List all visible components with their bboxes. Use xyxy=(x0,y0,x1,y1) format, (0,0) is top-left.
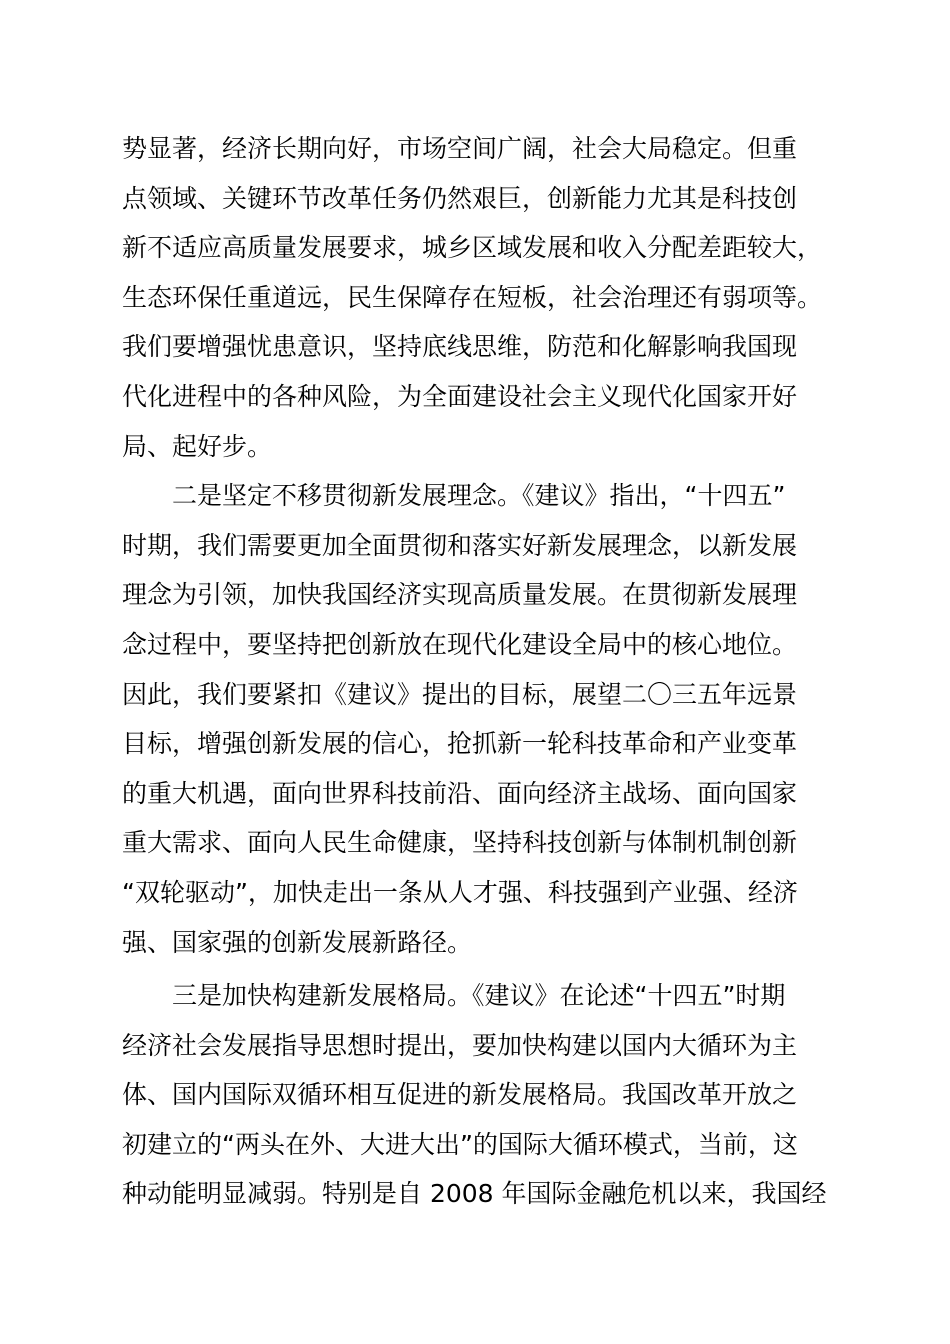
paragraph-start-line: 二是坚定不移贯彻新发展理念。《建议》指出，“十四五” xyxy=(172,481,786,511)
text-line: 的重大机遇，面向世界科技前沿、面向经济主战场、面向国家 xyxy=(122,778,798,808)
text-line: 局、起好步。 xyxy=(122,431,273,461)
text-line: 强、国家强的创新发展新路径。 xyxy=(122,927,473,957)
text-line: 目标，增强创新发展的信心，抢抓新一轮科技革命和产业变革 xyxy=(122,729,798,759)
body-text xyxy=(122,124,862,1219)
text-line: 体、国内国际双循环相互促进的新发展格局。我国改革开放之 xyxy=(122,1080,798,1110)
text-line: 新不适应高质量发展要求，城乡区域发展和收入分配差距较大， xyxy=(122,233,823,263)
text-line: 代化进程中的各种风险，为全面建设社会主义现代化国家开好 xyxy=(122,381,798,411)
text-line: 生态环保任重道远，民生保障存在短板，社会治理还有弱项等。 xyxy=(122,282,823,312)
text-line: 重大需求、面向人民生命健康，坚持科技创新与体制机制创新 xyxy=(122,828,798,858)
text-line: 理念为引领，加快我国经济实现高质量发展。在贯彻新发展理 xyxy=(122,580,798,610)
text-line: 念过程中，要坚持把创新放在现代化建设全局中的核心地位。 xyxy=(122,629,798,659)
text-line: 因此，我们要紧扣《建议》提出的目标，展望二〇三五年远景 xyxy=(122,679,798,709)
text-line: 我们要增强忧患意识，坚持底线思维，防范和化解影响我国现 xyxy=(122,332,798,362)
text-line: 经济社会发展指导思想时提出，要加快构建以国内大循环为主 xyxy=(122,1030,798,1060)
text-line: 势显著，经济长期向好，市场空间广阔，社会大局稳定。但重 xyxy=(122,134,798,163)
paragraph-start-line: 三是加快构建新发展格局。《建议》在论述“十四五”时期 xyxy=(172,981,786,1011)
text-line: 点领域、关键环节改革任务仍然艰巨，创新能力尤其是科技创 xyxy=(122,183,798,213)
text-line: 种动能明显减弱。特别是自 2008 年国际金融危机以来，我国经 xyxy=(122,1179,827,1209)
text-line: 初建立的“两头在外、大进大出”的国际大循环模式，当前，这 xyxy=(122,1129,798,1159)
text-line: 时期，我们需要更加全面贯彻和落实好新发展理念，以新发展 xyxy=(122,530,798,560)
text-line: “双轮驱动”，加快走出一条从人才强、科技强到产业强、经济 xyxy=(122,877,798,907)
